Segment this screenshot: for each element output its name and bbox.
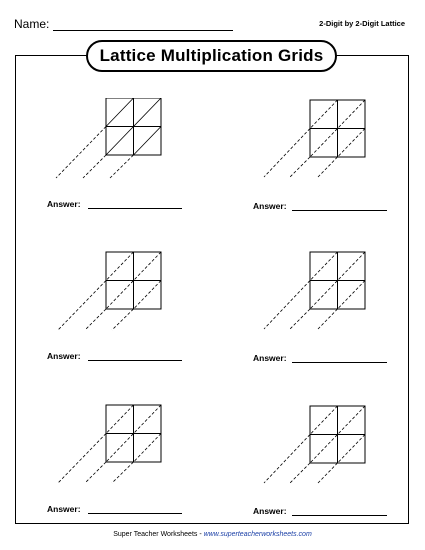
lattice-problem-3 xyxy=(46,250,226,380)
footer xyxy=(0,531,425,538)
page-title: Lattice Multiplication Grids xyxy=(86,40,337,72)
lattice-problem-5 xyxy=(46,403,226,533)
lattice-grid xyxy=(46,250,166,340)
answer-label: Answer: xyxy=(253,353,287,363)
lattice-grid xyxy=(250,250,370,340)
answer-field[interactable] xyxy=(292,515,387,516)
lattice-problem-1 xyxy=(46,98,226,228)
lattice-grid xyxy=(46,98,166,188)
name-field[interactable] xyxy=(53,30,233,31)
answer-label: Answer: xyxy=(47,199,81,209)
answer-field[interactable] xyxy=(88,208,182,209)
answer-field[interactable] xyxy=(292,362,387,363)
answer-label: Answer: xyxy=(253,506,287,516)
answer-label: Answer: xyxy=(253,201,287,211)
answer-label: Answer: xyxy=(47,504,81,514)
lattice-problem-2 xyxy=(250,98,425,228)
lattice-problem-6 xyxy=(250,403,425,533)
lattice-grid xyxy=(250,403,370,493)
worksheet-type: 2-Digit by 2-Digit Lattice xyxy=(319,19,405,28)
lattice-grid xyxy=(250,98,370,188)
footer-url[interactable]: www.superteacherworksheets.com xyxy=(203,531,312,538)
answer-label: Answer: xyxy=(47,351,81,361)
lattice-grid xyxy=(46,403,166,493)
answer-field[interactable] xyxy=(88,360,182,361)
answer-field[interactable] xyxy=(88,513,182,514)
lattice-problem-4 xyxy=(250,250,425,380)
footer-publisher: Super Teacher Worksheets - xyxy=(113,531,204,538)
answer-field[interactable] xyxy=(292,210,387,211)
name-label: Name: xyxy=(14,17,50,31)
